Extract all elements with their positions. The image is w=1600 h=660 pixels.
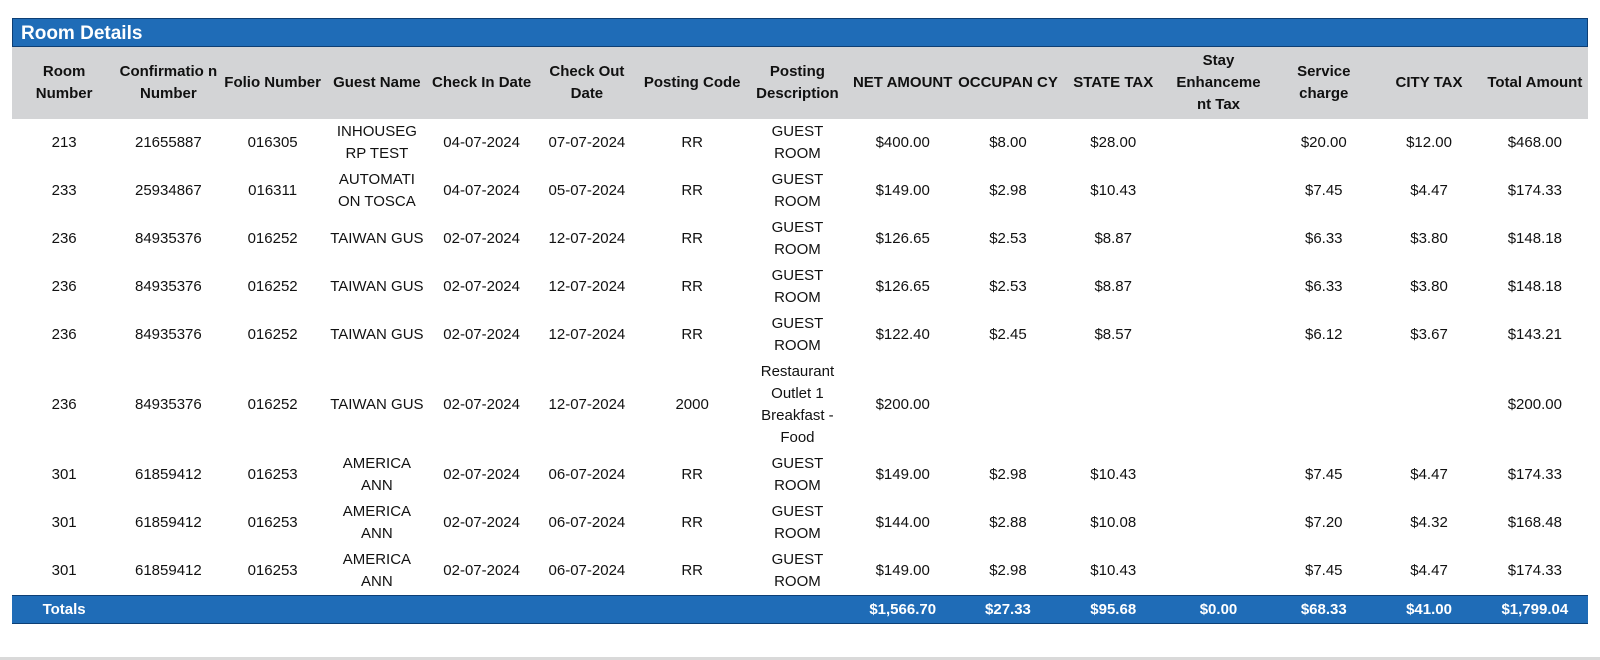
col-header-room-number: Room Number (12, 47, 116, 119)
cell-city-tax: $4.47 (1410, 182, 1448, 199)
cell-posting-code: RR (681, 562, 703, 579)
cell-folio-number: 016253 (247, 514, 298, 531)
cell-net-amount: $149.00 (875, 562, 930, 579)
cell-stay-enhancement-tax (1166, 215, 1271, 263)
cell-check-out-date: 12-07-2024 (548, 230, 626, 247)
cell-occupancy: $2.98 (989, 562, 1027, 579)
cell-net-amount: $122.40 (875, 326, 930, 343)
cell-check-in-date: 02-07-2024 (443, 514, 520, 531)
cell-stay-enhancement-tax (1166, 451, 1271, 499)
table-row (12, 547, 1588, 596)
cell-folio-number: 016252 (247, 278, 298, 295)
cell-posting-code: RR (681, 230, 703, 247)
cell-occupancy (955, 359, 1060, 451)
cell-guest-name: AMERICA ANN (342, 455, 412, 494)
cell-confirmation-number: 84935376 (135, 326, 202, 343)
cell-state-tax: $8.57 (1094, 326, 1132, 343)
totals-row (12, 596, 1588, 624)
cell-guest-name: AUTOMATI ON TOSCA (337, 171, 416, 210)
col-header-check-out-date: Check Out Date (534, 47, 639, 119)
room-details-table (12, 47, 1588, 624)
cell-guest-name: AMERICA ANN (342, 551, 412, 590)
cell-folio-number: 016305 (247, 134, 298, 151)
col-header-folio-number: Folio Number (221, 47, 325, 119)
totals-cell (640, 596, 745, 624)
cell-confirmation-number: 84935376 (135, 278, 202, 295)
cell-city-tax: $3.80 (1410, 278, 1448, 295)
cell-service-charge: $7.20 (1304, 514, 1343, 531)
total-amount: $1,799.04 (1482, 596, 1588, 624)
cell-posting-description: Restaurant Outlet 1 Breakfast - Food (760, 363, 835, 446)
cell-total-amount: $148.18 (1507, 278, 1562, 295)
cell-total-amount: $174.33 (1507, 182, 1562, 199)
cell-folio-number: 016253 (247, 466, 298, 483)
cell-city-tax: $4.47 (1410, 562, 1448, 579)
room-details-report (12, 18, 1588, 624)
cell-posting-description: GUEST ROOM (771, 171, 824, 210)
cell-room-number: 233 (51, 182, 77, 199)
cell-city-tax: $12.00 (1406, 134, 1452, 151)
cell-guest-name: AMERICA ANN (342, 503, 412, 542)
col-header-city-tax: CITY TAX (1376, 47, 1481, 119)
cell-confirmation-number: 61859412 (135, 466, 202, 483)
table-row (12, 119, 1588, 167)
col-header-posting-description: Posting Description (745, 47, 850, 119)
cell-stay-enhancement-tax (1166, 499, 1271, 547)
cell-city-tax: $4.32 (1410, 514, 1448, 531)
cell-posting-code: RR (681, 326, 703, 343)
cell-posting-code: RR (681, 134, 703, 151)
cell-confirmation-number: 61859412 (135, 514, 202, 531)
cell-net-amount: $200.00 (875, 396, 930, 413)
cell-check-out-date: 06-07-2024 (548, 562, 626, 579)
cell-city-tax: $3.80 (1410, 230, 1448, 247)
cell-confirmation-number: 84935376 (135, 230, 202, 247)
col-header-posting-code: Posting Code (640, 47, 745, 119)
cell-room-number: 236 (51, 326, 77, 343)
cell-guest-name: TAIWAN GUS (330, 278, 424, 295)
cell-posting-description: GUEST ROOM (771, 219, 824, 258)
col-header-state-tax: STATE TAX (1061, 47, 1166, 119)
cell-service-charge: $7.45 (1304, 182, 1343, 199)
cell-total-amount: $174.33 (1507, 562, 1562, 579)
cell-guest-name: TAIWAN GUS (330, 396, 424, 413)
cell-confirmation-number: 61859412 (135, 562, 202, 579)
cell-service-charge (1271, 359, 1376, 451)
cell-confirmation-number: 21655887 (135, 134, 202, 151)
cell-net-amount: $400.00 (875, 134, 930, 151)
cell-check-out-date: 12-07-2024 (548, 396, 626, 413)
totals-cell (429, 596, 534, 624)
totals-label: Totals (12, 596, 116, 624)
total-net-amount: $1,566.70 (850, 596, 955, 624)
cell-check-in-date: 02-07-2024 (443, 396, 520, 413)
table-row (12, 359, 1588, 451)
col-header-confirmation-number: Confirmatio n Number (116, 47, 220, 119)
cell-stay-enhancement-tax (1166, 263, 1271, 311)
cell-check-out-date: 06-07-2024 (548, 514, 626, 531)
cell-check-in-date: 02-07-2024 (443, 326, 520, 343)
cell-folio-number: 016252 (247, 326, 298, 343)
cell-confirmation-number: 84935376 (135, 396, 202, 413)
cell-occupancy: $2.88 (989, 514, 1027, 531)
cell-state-tax: $8.87 (1094, 278, 1132, 295)
cell-occupancy: $2.53 (989, 278, 1027, 295)
cell-check-in-date: 02-07-2024 (443, 230, 520, 247)
cell-state-tax: $28.00 (1090, 134, 1137, 151)
header-row (12, 47, 1588, 119)
col-header-stay-enhancement-tax: Stay Enhanceme nt Tax (1166, 47, 1271, 119)
cell-check-in-date: 04-07-2024 (443, 182, 520, 199)
cell-posting-description: GUEST ROOM (771, 455, 824, 494)
cell-posting-description: GUEST ROOM (771, 551, 824, 590)
cell-room-number: 301 (51, 562, 77, 579)
table-row (12, 451, 1588, 499)
table-row (12, 311, 1588, 359)
total-stay-enhancement-tax: $0.00 (1166, 596, 1271, 624)
cell-service-charge: $20.00 (1300, 134, 1347, 151)
total-occupancy: $27.33 (955, 596, 1060, 624)
col-header-total-amount: Total Amount (1482, 47, 1588, 119)
table-row (12, 263, 1588, 311)
cell-guest-name: TAIWAN GUS (330, 230, 424, 247)
col-header-check-in-date: Check In Date (429, 47, 534, 119)
cell-occupancy: $2.53 (989, 230, 1027, 247)
cell-room-number: 301 (51, 466, 77, 483)
cell-room-number: 301 (51, 514, 77, 531)
cell-folio-number: 016311 (248, 182, 298, 199)
cell-total-amount: $143.21 (1507, 326, 1562, 343)
cell-folio-number: 016252 (247, 396, 298, 413)
cell-posting-code: RR (681, 278, 703, 295)
col-header-net-amount: NET AMOUNT (850, 47, 955, 119)
cell-check-out-date: 12-07-2024 (548, 326, 626, 343)
cell-posting-code: RR (681, 182, 703, 199)
cell-posting-code: RR (681, 514, 703, 531)
col-header-service-charge: Service charge (1271, 47, 1376, 119)
totals-cell (325, 596, 429, 624)
cell-state-tax (1061, 359, 1166, 451)
cell-net-amount: $149.00 (875, 182, 930, 199)
cell-stay-enhancement-tax (1166, 311, 1271, 359)
cell-service-charge: $7.45 (1304, 466, 1343, 483)
cell-check-out-date: 12-07-2024 (548, 278, 626, 295)
cell-net-amount: $126.65 (875, 278, 930, 295)
totals-cell (116, 596, 220, 624)
cell-service-charge: $6.33 (1304, 230, 1343, 247)
cell-net-amount: $149.00 (875, 466, 930, 483)
cell-total-amount: $168.48 (1507, 514, 1562, 531)
cell-stay-enhancement-tax (1166, 547, 1271, 596)
cell-city-tax: $4.47 (1410, 466, 1448, 483)
cell-total-amount: $200.00 (1507, 396, 1562, 413)
cell-occupancy: $2.98 (989, 466, 1027, 483)
cell-confirmation-number: 25934867 (135, 182, 202, 199)
section-title: Room Details (12, 18, 1588, 47)
cell-folio-number: 016253 (247, 562, 298, 579)
table-row (12, 167, 1588, 215)
cell-posting-description: GUEST ROOM (771, 123, 824, 162)
cell-occupancy: $2.45 (989, 326, 1027, 343)
col-header-occupancy: OCCUPAN CY (955, 47, 1060, 119)
cell-posting-code: RR (681, 466, 703, 483)
cell-occupancy: $2.98 (989, 182, 1027, 199)
total-city-tax: $41.00 (1376, 596, 1481, 624)
cell-room-number: 213 (51, 134, 77, 151)
cell-stay-enhancement-tax (1166, 167, 1271, 215)
cell-room-number: 236 (51, 230, 77, 247)
cell-total-amount: $468.00 (1507, 134, 1562, 151)
cell-state-tax: $10.08 (1090, 514, 1137, 531)
cell-net-amount: $126.65 (875, 230, 930, 247)
cell-room-number: 236 (51, 278, 77, 295)
cell-check-in-date: 04-07-2024 (443, 134, 520, 151)
cell-guest-name: INHOUSEG RP TEST (336, 123, 417, 162)
col-header-guest-name: Guest Name (325, 47, 429, 119)
table-row (12, 499, 1588, 547)
cell-check-out-date: 06-07-2024 (548, 466, 626, 483)
cell-city-tax (1376, 359, 1481, 451)
cell-total-amount: $174.33 (1507, 466, 1562, 483)
table-row (12, 215, 1588, 263)
totals-cell (221, 596, 325, 624)
cell-folio-number: 016252 (247, 230, 298, 247)
cell-stay-enhancement-tax (1166, 359, 1271, 451)
cell-check-in-date: 02-07-2024 (443, 278, 520, 295)
cell-check-in-date: 02-07-2024 (443, 562, 520, 579)
cell-posting-code: 2000 (675, 396, 709, 413)
totals-cell (745, 596, 850, 624)
cell-city-tax: $3.67 (1410, 326, 1448, 343)
cell-state-tax: $10.43 (1090, 562, 1137, 579)
cell-total-amount: $148.18 (1507, 230, 1562, 247)
cell-service-charge: $6.12 (1304, 326, 1343, 343)
cell-check-in-date: 02-07-2024 (443, 466, 520, 483)
total-service-charge: $68.33 (1271, 596, 1376, 624)
cell-state-tax: $8.87 (1094, 230, 1132, 247)
cell-net-amount: $144.00 (875, 514, 930, 531)
cell-service-charge: $6.33 (1304, 278, 1343, 295)
cell-state-tax: $10.43 (1090, 466, 1137, 483)
cell-posting-description: GUEST ROOM (771, 503, 824, 542)
cell-guest-name: TAIWAN GUS (330, 326, 424, 343)
cell-check-out-date: 05-07-2024 (548, 182, 626, 199)
cell-room-number: 236 (51, 396, 77, 413)
cell-state-tax: $10.43 (1090, 182, 1137, 199)
total-state-tax: $95.68 (1061, 596, 1166, 624)
cell-service-charge: $7.45 (1304, 562, 1343, 579)
totals-cell (534, 596, 639, 624)
cell-stay-enhancement-tax (1166, 119, 1271, 167)
cell-posting-description: GUEST ROOM (771, 267, 824, 306)
cell-check-out-date: 07-07-2024 (548, 134, 626, 151)
cell-posting-description: GUEST ROOM (771, 315, 824, 354)
cell-occupancy: $8.00 (989, 134, 1027, 151)
